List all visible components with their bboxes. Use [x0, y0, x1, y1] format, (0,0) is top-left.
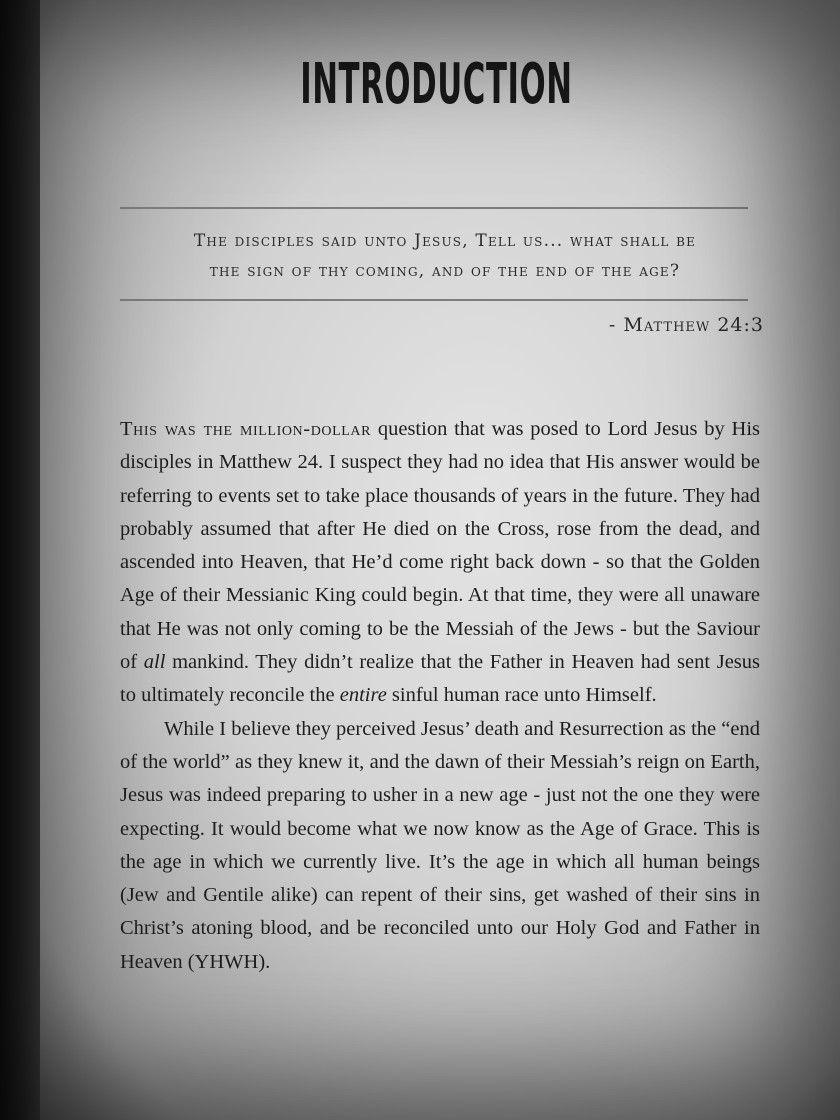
epigraph-top-rule [120, 207, 748, 209]
epigraph-quote [100, 226, 790, 286]
epigraph-line-1: The disciples said unto Jesus, Tell us... what shall be [193, 231, 697, 251]
emphasis-all: all [143, 651, 166, 674]
chapter-title: INTRODUCTION [300, 52, 573, 117]
emphasis-entire: entire [339, 684, 387, 707]
epigraph-bottom-rule [120, 299, 748, 301]
paragraph-1 [120, 413, 760, 713]
paragraph-lead-in: This was the million-dollar [120, 418, 372, 440]
body-text [120, 413, 760, 979]
paragraph-1-text-b: mankind. They didn’t realize that the Father in Heaven had sent Jesus to ultimately reconcile the [120, 651, 761, 707]
paragraph-1-text-c: sinful human race unto Himself. [386, 684, 657, 707]
book-page [40, 0, 840, 1120]
paragraph-1-text-a: question that was posed to Lord Jesus by His disciples in Matthew 24. I suspect they had no idea that His answer would be referring to events set to take place thousands of years in the future. They had probably assumed that after He died on the Cross, rose from the dead, and ascended into Heaven, that He’d come right back down - so that the Golden Age of their Messianic King could begin. At that time, they were all unaware that He was not only coming to be the Messiah of the Jews - but the Saviour of [120, 418, 760, 674]
epigraph-line-2: the sign of thy coming, and of the end of the age? [209, 261, 681, 281]
epigraph-citation: - Matthew 24:3 [608, 314, 764, 336]
paragraph-2: While I believe they perceived Jesus’ death and Resurrection as the “end of the world” as they knew it, and the dawn of their Messiah’s reign on Earth, Jesus was indeed preparing to usher in a new age - just not the one they were expecting. It would become what we now know as the Age of Grace. This is the age in which we currently live. It’s the age in which all human beings (Jew and Gentile alike) can repent of their sins, get washed of their sins in Christ’s atoning blood, and be reconciled unto our Holy God and Father in Heaven (YHWH). [120, 717, 760, 973]
